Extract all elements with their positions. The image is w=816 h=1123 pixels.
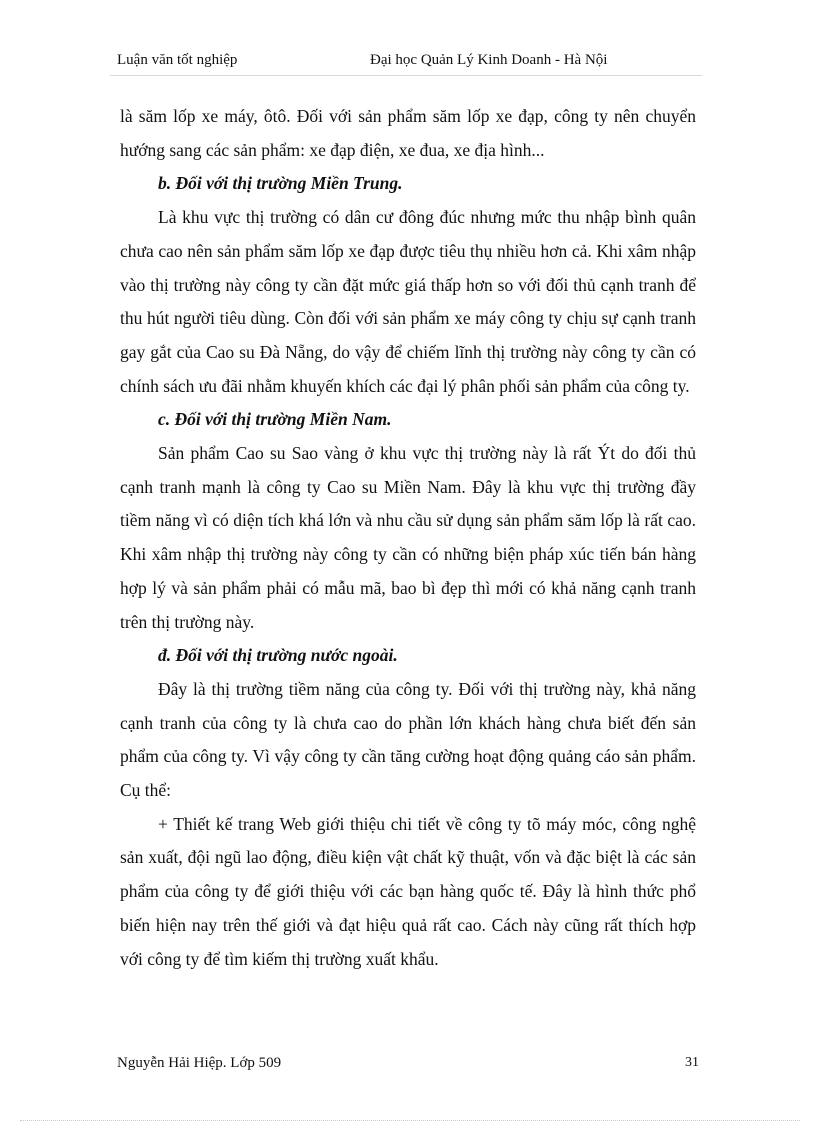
header-divider bbox=[110, 75, 702, 76]
header-thesis-label: Luận văn tốt nghiệp bbox=[117, 52, 238, 68]
document-body bbox=[120, 100, 696, 976]
paragraph-central-market: Là khu vực thị trường có dân cư đông đúc nhưng mức thu nhập bình quân chưa cao nên sản phẩm săm lốp xe đạp được tiêu thụ nhiều hơn cả. Khi xâm nhập vào thị trường này công ty cần đặt mức giá thấp hơn so với đối thủ cạnh tranh để thu hút người tiêu dùng. Còn đối với sản phẩm xe máy công ty chịu sự cạnh tranh gay gắt của Cao su Đà Nẵng, do vậy để chiếm lĩnh thị trường này công ty cần có chính sách ưu đãi nhằm khuyến khích các đại lý phân phối sản phẩm của công ty. bbox=[120, 207, 696, 396]
section-heading-foreign-market: đ. Đối với thị trường nước ngoài. bbox=[158, 645, 398, 666]
page-bottom-divider bbox=[20, 1120, 800, 1121]
section-heading-southern-market: c. Đối với thị trường Miền Nam. bbox=[158, 409, 392, 430]
footer-author: Nguyễn Hải Hiệp. Lớp 509 bbox=[117, 1055, 282, 1071]
paragraph-southern-market: Sản phẩm Cao su Sao vàng ở khu vực thị trường này là rất Ýt do đối thủ cạnh tranh mạnh là công ty Cao su Miền Nam. Đây là khu vực thị trường đầy tiềm năng vì có diện tích khá lớn và nhu cầu sử dụng sản phẩm săm lốp là rất cao. Khi xâm nhập thị trường này công ty cần có những biện pháp xúc tiến bán hàng hợp lý và sản phẩm phải có mẫu mã, bao bì đẹp thì mới có khả năng cạnh tranh trên thị trường này. bbox=[120, 443, 696, 632]
paragraph-foreign-market: Đây là thị trường tiềm năng của công ty. Đối với thị trường này, khả năng cạnh tranh của công ty là chưa cao do phần lớn khách hàng chưa biết đến sản phẩm của công ty. Vì vậy công ty cần tăng cường hoạt động quảng cáo sản phẩm. Cụ thể: bbox=[120, 678, 696, 801]
paragraph-website-proposal: + Thiết kế trang Web giới thiệu chi tiết về công ty tõ máy móc, công nghệ sản xuất, đội ngũ lao động, điều kiện vật chất kỹ thuật, vốn và đặc biệt là các sản phẩm của công ty để giới thiệu với các bạn hàng quốc tế. Đây là hình thức phổ biến hiện nay trên thế giới và đạt hiệu quả rất cao. Cách này cũng rất thích hợp với công ty để tìm kiếm thị trường xuất khẩu. bbox=[120, 813, 696, 969]
section-heading-central-market: b. Đối với thị trường Miền Trung. bbox=[158, 173, 403, 194]
page-number: 31 bbox=[685, 1055, 699, 1070]
header-university: Đại học Quản Lý Kinh Doanh - Hà Nội bbox=[370, 52, 608, 68]
page-header bbox=[117, 52, 699, 74]
paragraph-continuation: là săm lốp xe máy, ôtô. Đối với sản phẩm săm lốp xe đạp, công ty nên chuyển hướng sang các sản phẩm: xe đạp điện, xe đua, xe địa hình... bbox=[120, 106, 696, 160]
